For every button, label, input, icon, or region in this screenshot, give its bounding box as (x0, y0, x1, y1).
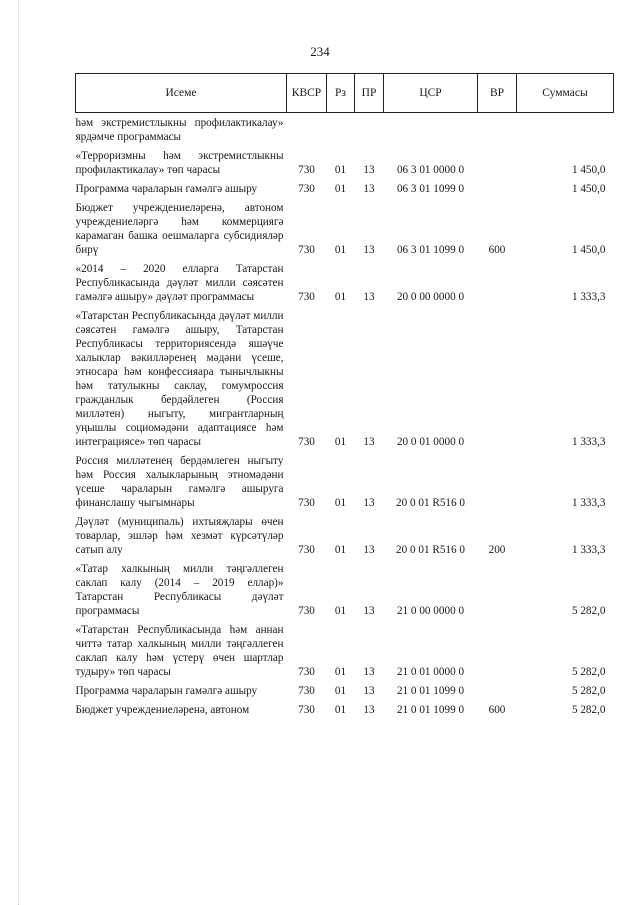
cell-vr (478, 681, 517, 700)
cell-kvsr: 730 (298, 183, 315, 195)
cell-csr: 06 3 01 1099 0 (396, 183, 465, 195)
cell-rz: 01 (334, 605, 347, 617)
cell-pr: 13 (363, 704, 375, 716)
page-edge-marks (18, 0, 20, 905)
cell-vr (478, 259, 517, 306)
cell-name: Дәүләт (муниципаль) ихтыяҗлары өчен товарлар, эшләр һәм хезмәт күрсәтүләр сатып алу (75, 516, 284, 556)
cell-name: «Татарстан Республикасында дәүләт милли сәясәтен гамәлгә ашыру, Татарстан Республикасы территориясендә яшәүче халыклар вәкилләренең мәдәни үсеше, этносара һәм конфессияара тынычлыкны һәм татулыкны саклау, гомумроссия гражданлык бердәйлеген (Россия милләтен) ныгыту, мигрантларның уңышлы социомәдәни адаптациясе һәм интеграциясе» төп чарасы (75, 310, 284, 448)
cell-kvsr: 730 (298, 436, 315, 448)
cell-kvsr: 730 (298, 164, 315, 176)
cell-kvsr: 730 (298, 497, 315, 509)
table-row (76, 306, 614, 451)
cell-csr: 21 0 00 0000 0 (396, 605, 465, 617)
cell-kvsr: 730 (298, 544, 315, 556)
cell-name: Бюджет учреждениеләренә, автоном (75, 704, 250, 716)
cell-name: Программа чараларын гамәлгә ашыру (75, 685, 258, 697)
cell-vr (478, 559, 517, 620)
cell-sum (517, 113, 614, 147)
cell-kvsr: 730 (298, 666, 315, 678)
cell-pr: 13 (363, 497, 375, 509)
cell-sum: 1 333,3 (571, 497, 606, 509)
cell-csr: 21 0 01 1099 0 (396, 704, 465, 716)
cell-sum: 5 282,0 (571, 685, 606, 697)
table-row (76, 620, 614, 681)
cell-sum: 1 450,0 (571, 183, 606, 195)
cell-rz: 01 (334, 183, 347, 195)
cell-rz: 01 (334, 544, 347, 556)
cell-rz: 01 (334, 291, 347, 303)
cell-pr (355, 113, 384, 147)
cell-vr (478, 113, 517, 147)
table-row (76, 512, 614, 559)
cell-csr: 21 0 01 0000 0 (396, 666, 465, 678)
cell-vr: 200 (488, 544, 506, 556)
cell-sum: 1 333,3 (571, 544, 606, 556)
cell-pr: 13 (363, 666, 375, 678)
table-row (76, 559, 614, 620)
header-pr: ПР (355, 74, 384, 113)
table-row (76, 146, 614, 179)
cell-csr: 06 3 01 0000 0 (396, 164, 465, 176)
cell-csr: 20 0 01 R516 0 (396, 544, 465, 556)
cell-sum: 1 450,0 (571, 164, 606, 176)
cell-rz (327, 113, 355, 147)
table-row (76, 451, 614, 512)
cell-pr: 13 (363, 544, 375, 556)
cell-rz: 01 (334, 685, 347, 697)
cell-pr: 13 (363, 685, 375, 697)
cell-rz: 01 (334, 244, 347, 256)
cell-csr: 20 0 00 0000 0 (396, 291, 465, 303)
cell-csr: 20 0 01 0000 0 (396, 436, 465, 448)
table-row (76, 259, 614, 306)
cell-kvsr: 730 (298, 685, 315, 697)
cell-name: һәм экстремистлыкны профилактикалау» ярдәмче программасы (75, 117, 284, 143)
table-row (76, 198, 614, 259)
header-sum: Суммасы (517, 74, 614, 113)
header-kvsr: КВСР (287, 74, 327, 113)
cell-vr (478, 179, 517, 198)
cell-kvsr: 730 (298, 704, 315, 716)
cell-pr: 13 (363, 183, 375, 195)
header-csr: ЦСР (384, 74, 478, 113)
cell-kvsr: 730 (298, 291, 315, 303)
cell-pr: 13 (363, 291, 375, 303)
cell-vr (478, 451, 517, 512)
cell-name: Программа чараларын гамәлгә ашыру (75, 183, 258, 195)
cell-csr: 21 0 01 1099 0 (396, 685, 465, 697)
cell-sum: 1 333,3 (571, 291, 606, 303)
cell-name: «Татарстан Республикасында һәм аннан читтә татар халкының милли тәңгәллеген саклап калу һәм үстерү өчен шартлар тудыру» төп чарасы (75, 624, 284, 678)
cell-name: Россия милләтенең бердәмлеген ныгыту һәм Россия халыкларының этномәдәни үсеше чараларын гамәлгә ашыруга финанслашу чыгымнары (75, 455, 284, 509)
cell-vr (478, 146, 517, 179)
cell-rz: 01 (334, 704, 347, 716)
cell-sum: 5 282,0 (571, 666, 606, 678)
budget-table (75, 73, 614, 719)
cell-csr (384, 113, 478, 147)
header-name: Исеме (76, 74, 287, 113)
cell-pr: 13 (363, 605, 375, 617)
cell-name: «Татар халкының милли тәңгәллеген саклап калу (2014 – 2019 еллар)» Татарстан Республикасы дәүләт программасы (75, 563, 284, 617)
table-row (76, 681, 614, 700)
cell-vr: 600 (488, 704, 506, 716)
cell-rz: 01 (334, 666, 347, 678)
cell-kvsr: 730 (298, 605, 315, 617)
table-row (76, 179, 614, 198)
cell-name: «2014 – 2020 елларга Татарстан Республикасында дәүләт милли сәясәтен гамәлгә ашыру» дәүләт программасы (75, 263, 284, 303)
cell-vr (478, 306, 517, 451)
cell-csr: 20 0 01 R516 0 (396, 497, 465, 509)
cell-sum: 1 333,3 (571, 436, 606, 448)
table-header-row (76, 74, 614, 113)
table-row (76, 113, 614, 147)
cell-kvsr: 730 (298, 244, 315, 256)
page-number: 234 (310, 44, 330, 59)
cell-name: «Терроризмны һәм экстремистлыкны профилактикалау» төп чарасы (75, 150, 284, 176)
cell-sum: 5 282,0 (571, 605, 606, 617)
cell-pr: 13 (363, 436, 375, 448)
cell-csr: 06 3 01 1099 0 (396, 244, 465, 256)
cell-pr: 13 (363, 164, 375, 176)
cell-sum: 5 282,0 (571, 704, 606, 716)
cell-sum: 1 450,0 (571, 244, 606, 256)
cell-vr: 600 (488, 244, 506, 256)
cell-vr (478, 620, 517, 681)
header-rz: Рз (327, 74, 355, 113)
table-row (76, 700, 614, 719)
cell-rz: 01 (334, 436, 347, 448)
cell-pr: 13 (363, 244, 375, 256)
cell-rz: 01 (334, 497, 347, 509)
cell-rz: 01 (334, 164, 347, 176)
cell-name: Бюджет учреждениеләренә, автоном учреждениеләргә һәм коммерциягә карамаган башка оешмаларга субсидияләр бирү (75, 202, 284, 256)
header-vr: ВР (478, 74, 517, 113)
cell-kvsr (287, 113, 327, 147)
